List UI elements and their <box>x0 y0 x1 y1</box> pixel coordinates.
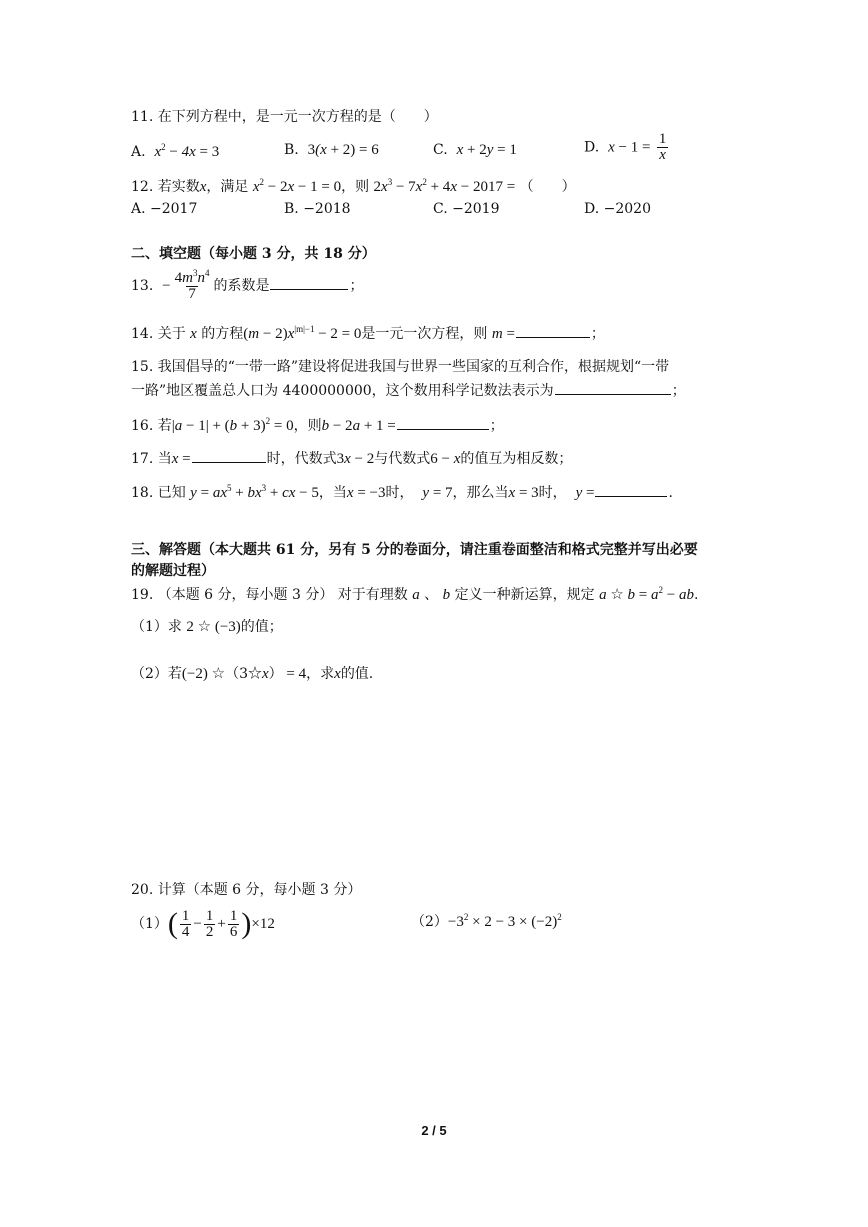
q19-part2: （2）若(−2) ☆（3☆x） = 4，求x的值. <box>131 666 374 682</box>
q14-answer-blank[interactable] <box>516 323 590 338</box>
q12-option-a: A. −2017 <box>131 201 198 217</box>
q12-stem: 12. 若实数x，满足 $x^2 - 2x - 1 = 0$，则 $2x^3 - 7x^2 + 4x - 2017$ = （ ） <box>131 177 576 195</box>
page-number: 2 / 5 <box>421 1123 447 1138</box>
section-2-heading: 二、填空题（每小题 3 分，共 18 分） <box>131 246 376 262</box>
q11-stem: 11. 在下列方程中，是一元一次方程的是（ ） <box>131 109 438 125</box>
q13-answer-blank[interactable] <box>270 275 348 290</box>
q20-part2: $(2)-3^2 \times 2 - 3 \times (-2)^2$ <box>411 912 562 930</box>
q12-option-b: B. −2018 <box>284 201 351 217</box>
q12-option-d: D. −2020 <box>584 201 651 217</box>
q11-option-d: D. x − 1 = $\frac{1}{x}$ <box>584 131 667 163</box>
q20-part1: （1）( $\frac{1}{4}$ − $\frac{1}{2}$ + $\frac{1}{6}$ )×12 <box>131 907 275 940</box>
q18: 18. 已知 $y = ax^5 + bx^3$ + cx − 5，当x = −3时， y = 7，那么当x = 3时， y = . <box>131 483 673 501</box>
q11-option-a: A. $x^2 - 4x = 3$ <box>131 142 220 160</box>
q18-answer-blank[interactable] <box>595 482 667 497</box>
q16-answer-blank[interactable] <box>397 415 489 430</box>
section-3-heading-line1: 三、解答题（本大题共 61 分，另有 5 分的卷面分，请注重卷面整洁和格式完整并写出必要 <box>131 542 698 558</box>
q15-answer-blank[interactable] <box>555 380 671 395</box>
q15-line2: 一路”地区覆盖总人口为 4400000000，这个数用科学记数法表示为 ； <box>131 380 686 401</box>
q20-stem: 20. 计算（本题 6 分，每小题 3 分） <box>131 882 362 898</box>
q19-part1: （1）求 2 ☆ (−3)的值； <box>131 619 283 635</box>
q17-answer-blank[interactable] <box>192 448 266 463</box>
q13: 13. − $\frac{4m^3n^4}{7}$ 的系数是 ； <box>131 267 364 302</box>
q17: 17. 当x = 时，代数式3x − 2与代数式6 − x的值互为相反数； <box>131 448 572 469</box>
q15-line1: 15. 我国倡导的“一带一路”建设将促进我国与世界一些国家的互利合作，根据规划“一带 <box>131 359 670 375</box>
q19-stem: 19. （本题 6 分，每小题 3 分） 对于有理数 a 、 b 定义一种新运算，规定 a ☆ $b = a^2$ − ab. <box>131 585 699 603</box>
q12-option-c: C. −2019 <box>433 201 500 217</box>
q11-option-b: B. 3(x + 2) = 6 <box>284 142 379 158</box>
section-3-heading-line2: 的解题过程） <box>131 563 215 579</box>
q14: 14. 关于 x 的方程$(m - 2)x^{|m|-1} - 2 = 0$是一元一次方程，则 m = ； <box>131 324 605 342</box>
q16: 16. 若$|a - 1| + (b + 3)^2 = 0$，则b − 2a + 1 = ； <box>131 416 504 434</box>
q11-option-c: C. x + 2y = 1 <box>433 142 517 158</box>
